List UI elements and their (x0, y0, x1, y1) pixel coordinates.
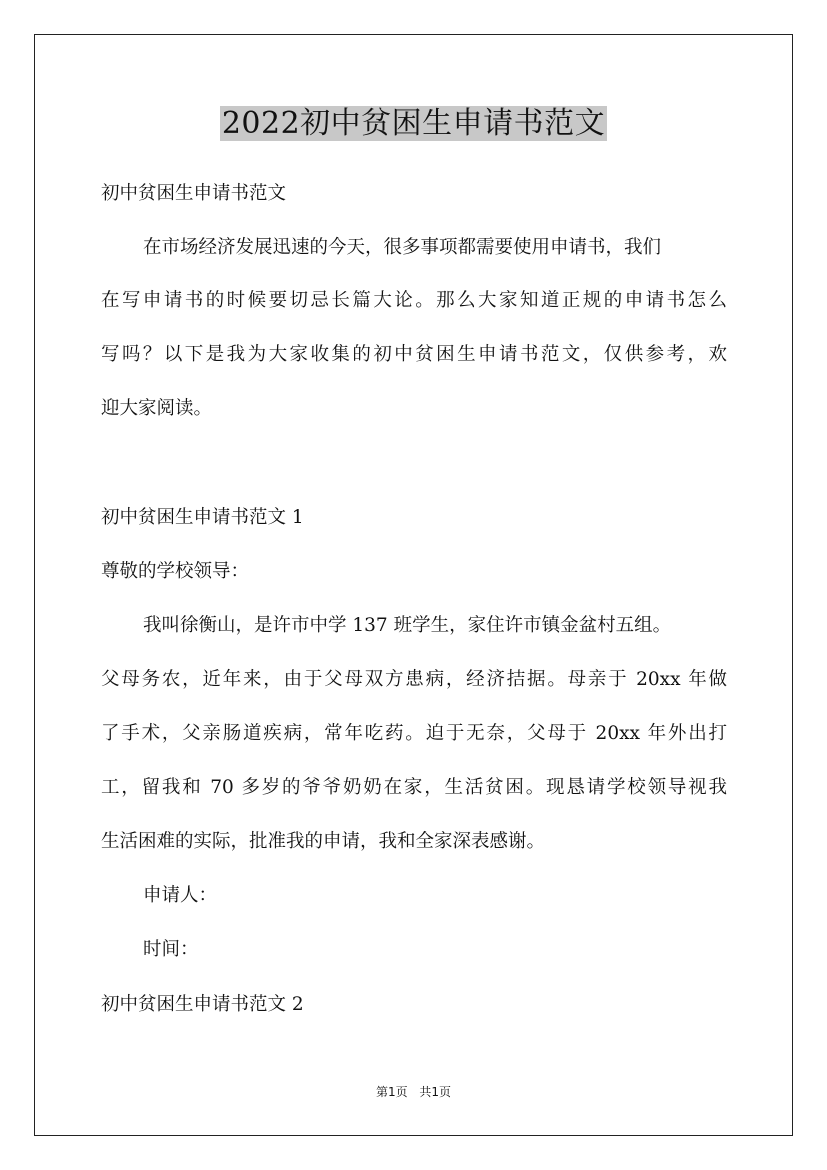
page-footer (0, 1083, 827, 1100)
section2-heading: 初中贫困生申请书范文 2 (101, 994, 304, 1015)
document-subtitle: 初中贫困生申请书范文 (101, 183, 287, 204)
applicant-label: 申请人： (143, 885, 218, 906)
page-total: 共1页 (419, 1085, 452, 1099)
salutation: 尊敬的学校领导： (101, 561, 250, 582)
section1-heading: 初中贫困生申请书范文 1 (101, 507, 304, 528)
body-line-4: 工，留我和 70 多岁的爷爷奶奶在家，生活贫困。现恳请学校领导视我 (101, 777, 727, 798)
body-line-3: 了手术，父亲肠道疾病，常年吃药。迫于无奈，父母于 20xx 年外出打 (101, 723, 727, 744)
document-title-wrap (0, 104, 827, 144)
intro-line-4: 迎大家阅读。 (101, 398, 213, 419)
intro-line-2: 在写申请书的时候要切忌长篇大论。那么大家知道正规的申请书怎么 (101, 290, 727, 311)
body-line-5: 生活困难的实际，批准我的申请，我和全家深表感谢。 (101, 831, 546, 852)
document-title: 2022初中贫困生申请书范文 (221, 106, 606, 141)
page-number: 第1页 (375, 1085, 408, 1099)
time-label: 时间： (143, 939, 199, 960)
body-line-2: 父母务农，近年来，由于父母双方患病，经济拮据。母亲于 20xx 年做 (101, 669, 727, 690)
intro-line-3: 写吗？以下是我为大家收集的初中贫困生申请书范文，仅供参考，欢 (101, 344, 727, 365)
intro-line-1: 在市场经济发展迅速的今天，很多事项都需要使用申请书，我们 (143, 237, 662, 258)
body-line-1: 我叫徐衡山，是许市中学 137 班学生，家住许市镇金盆村五组。 (143, 615, 672, 636)
